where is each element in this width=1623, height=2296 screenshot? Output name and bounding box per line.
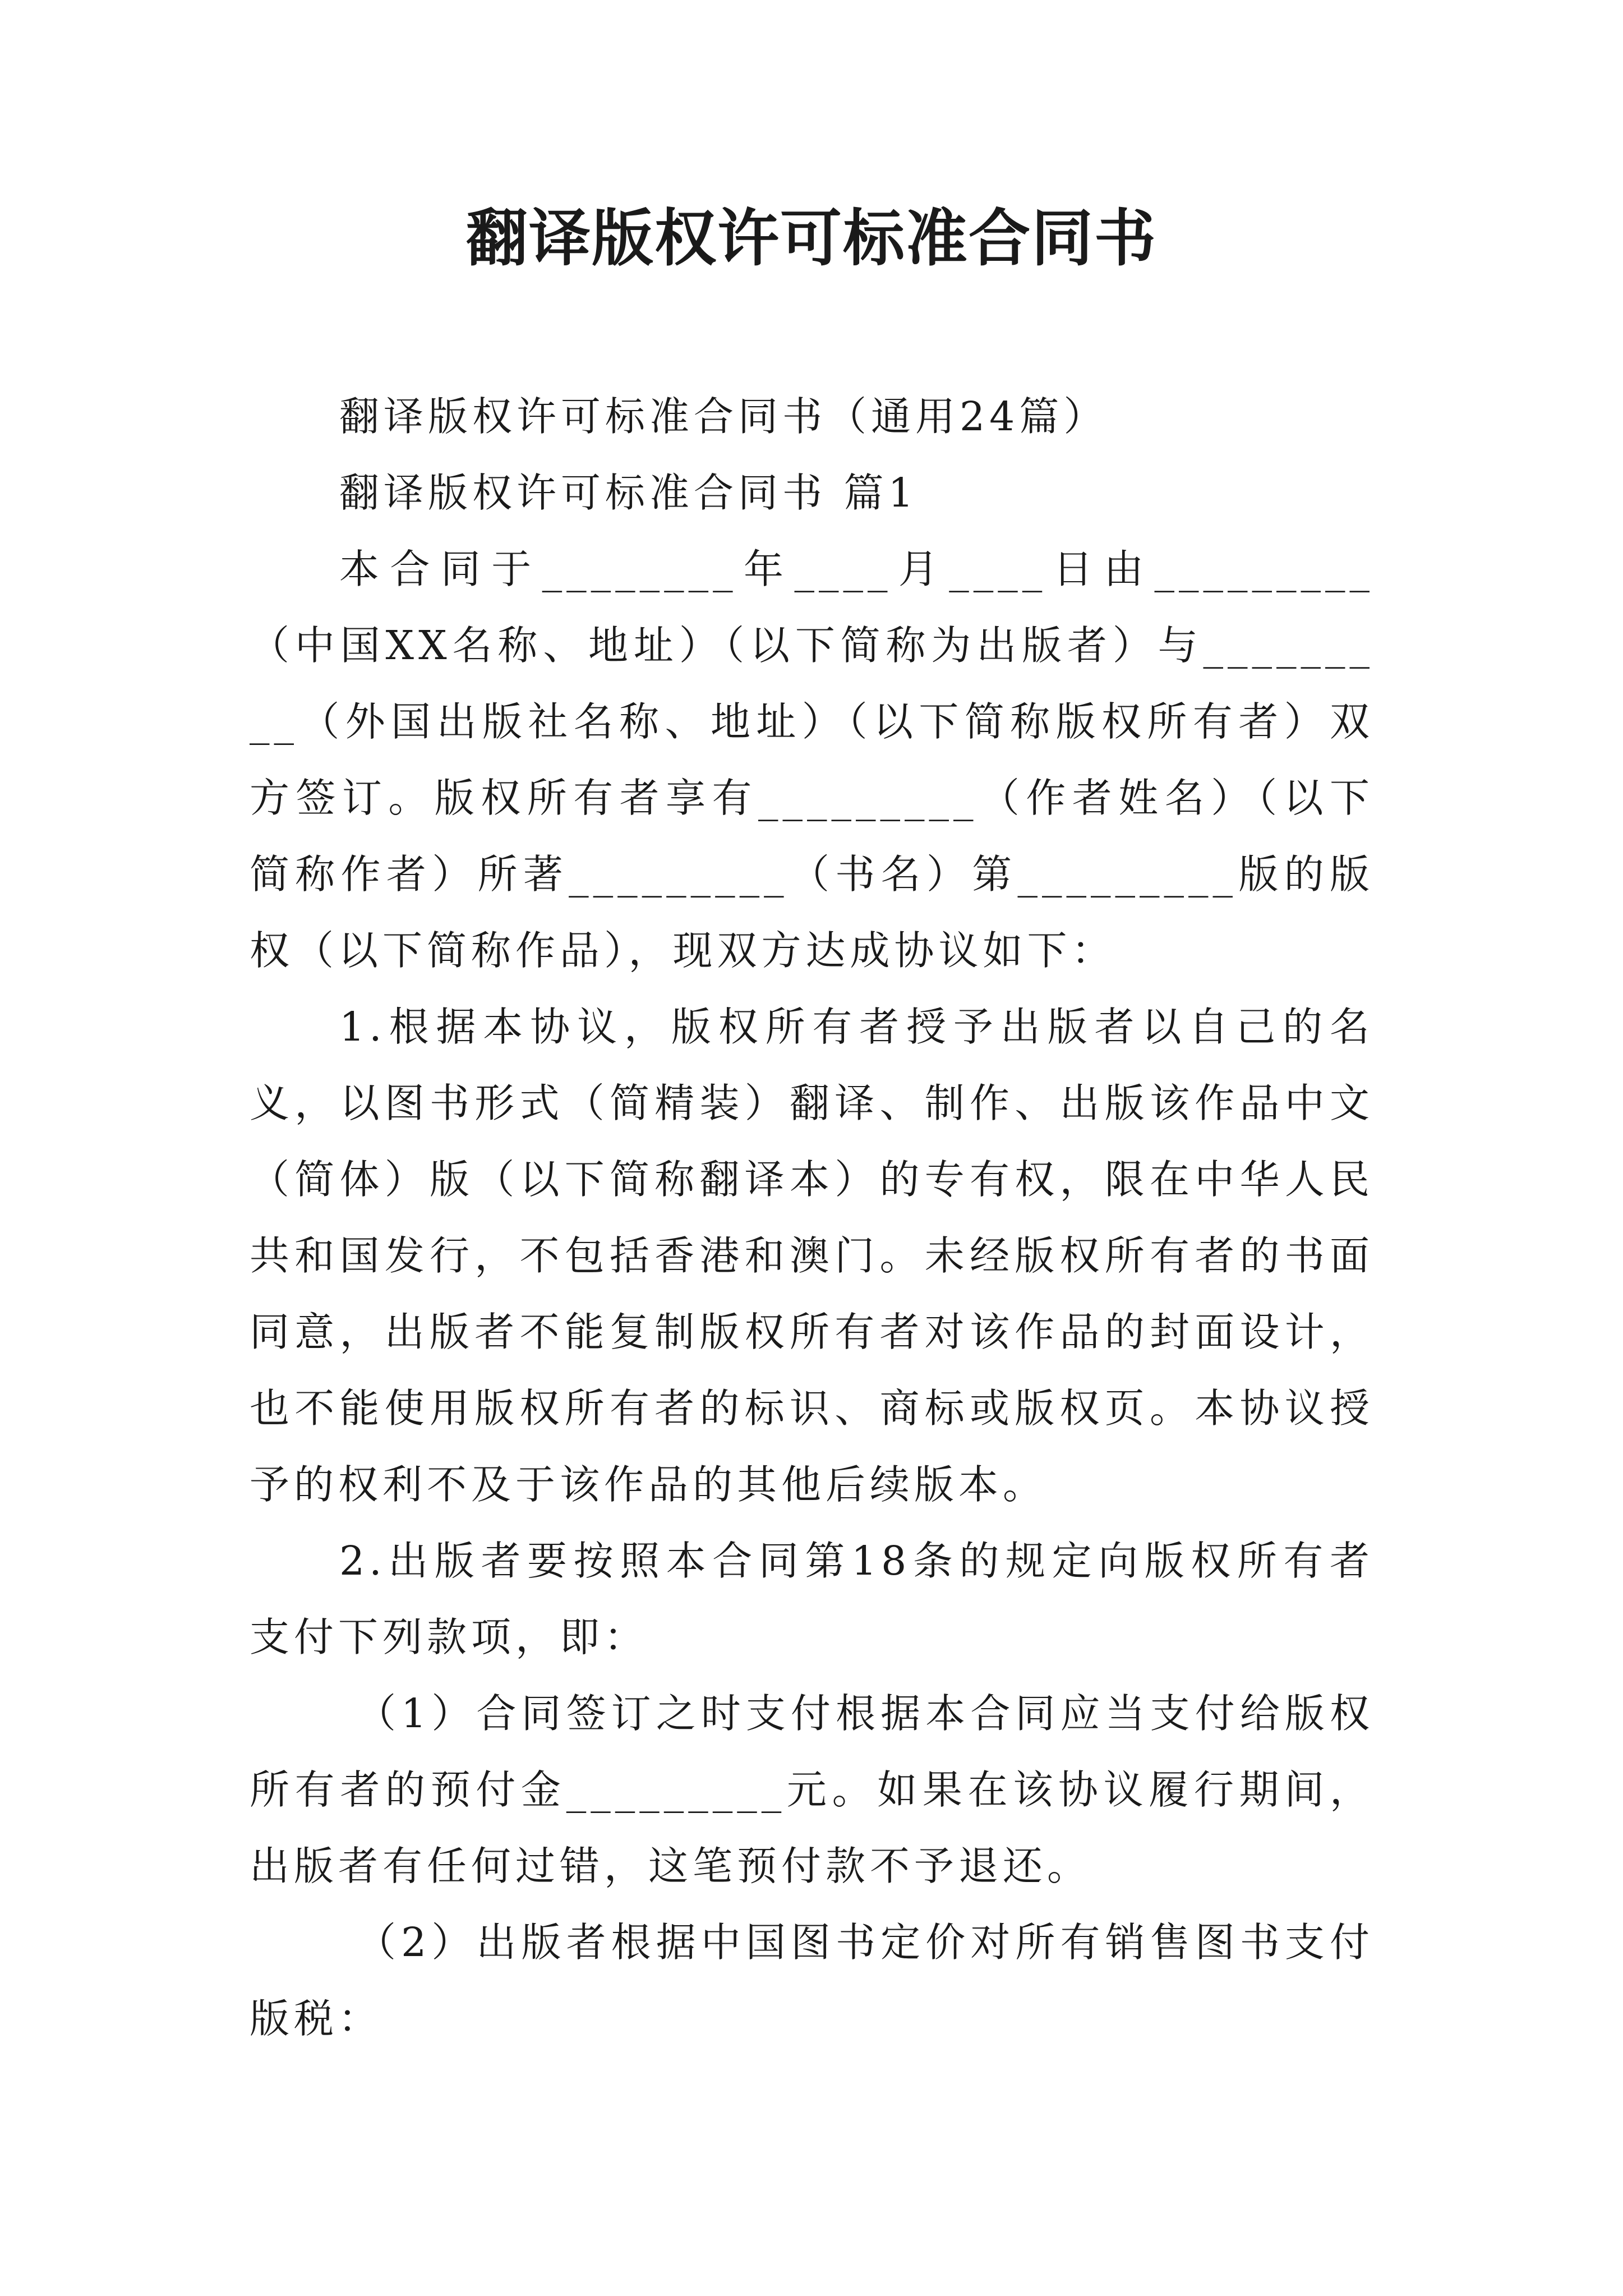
paragraph-clause-1: 1.根据本协议，版权所有者授予出版者以自己的名义，以图书形式（简精装）翻译、制作、出版该作品中文（简体）版（以下简称翻译本）的专有权，限在中华人民共和国发行，不包括香港和澳门。未经版权所有者的书面同意，出版者不能复制版权所有者对该作品的封面设计，也不能使用版权所有者的标识、商标或版权页。本协议授予的权利不及于该作品的其他后续版本。 [250, 1004, 1374, 1508]
section-heading: 翻译版权许可标准合同书 篇1 [339, 470, 918, 516]
paragraph-intro: 本合同于________年____月____日由_________（中国XX名称、地址）（以下简称为出版者）与_________（外国出版社名称、地址）（以下简称版权所有者）双方签订。版权所有者享有_________（作者姓名）（以下简称作者）所著_________（书名）第_________版的版权（以下简称作品），现双方达成协议如下： [250, 546, 1374, 974]
document-title: 翻译版权许可标准合同书 [466, 202, 1157, 274]
paragraph-clause-2-item-1: （1）合同签订之时支付根据本合同应当支付给版权所有者的预付金_________元。如果在该协议履行期间，出版者有任何过错，这笔预付款不予退还。 [250, 1690, 1374, 1889]
document-subtitle: 翻译版权许可标准合同书（通用24篇） [339, 393, 1108, 440]
document-body [250, 379, 1374, 2057]
paragraph-clause-2: 2.出版者要按照本合同第18条的规定向版权所有者支付下列款项，即： [250, 1538, 1374, 1660]
paragraph-clause-2-item-2: （2）出版者根据中国图书定价对所有销售图书支付版税： [250, 1919, 1374, 2042]
